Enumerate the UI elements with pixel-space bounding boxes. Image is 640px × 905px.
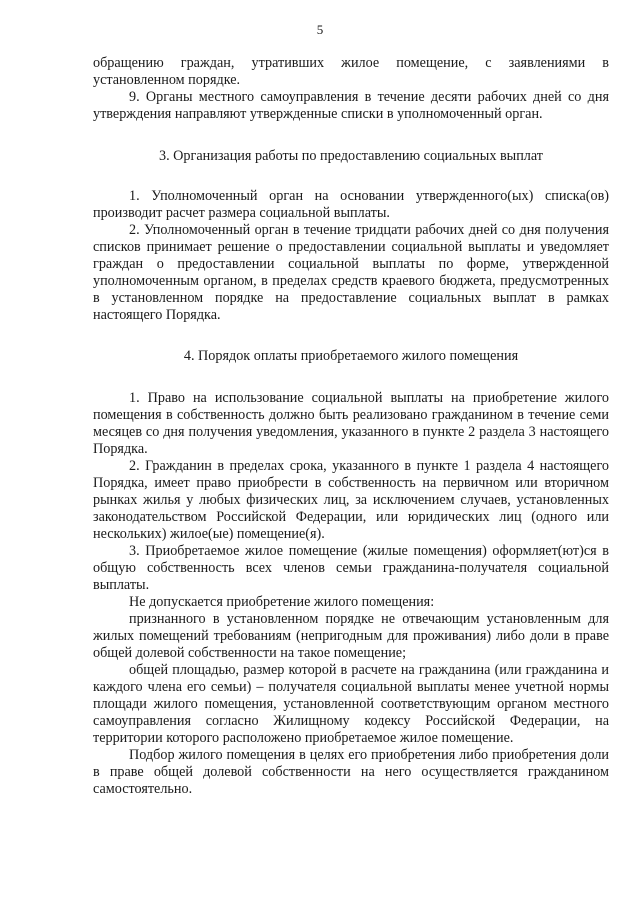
section-4-paragraph-restriction-1: признанного в установленном порядке не отвечающим установленным для жилых помещений требованиям (непригодным для проживания) либо доли в праве общей долевой собственности на такое помещение; [93,611,609,661]
section-4-paragraph-3: 3. Приобретаемое жилое помещение (жилые помещения) оформляет(ют)ся в общую собственность всех членов семьи гражданина-получателя социальной выплаты. [93,543,609,593]
document-body [93,55,609,798]
paragraph-continuation: обращению граждан, утративших жилое помещение, с заявлениями в установленном порядке. [93,55,609,88]
section-3-title: 3. Организация работы по предоставлению социальных выплат [158,148,543,164]
section-4-paragraph-restriction-intro: Не допускается приобретение жилого помещения: [129,594,435,610]
paragraph-item-9: 9. Органы местного самоуправления в течение десяти рабочих дней со дня утверждения направляют утвержденные списки в уполномоченный орган. [93,89,609,122]
section-4-paragraph-selection: Подбор жилого помещения в целях его приобретения либо приобретения доли в праве общей долевой собственности на него осуществляется гражданином самостоятельно. [93,747,609,797]
section-4-paragraph-1: 1. Право на использование социальной выплаты на приобретение жилого помещения в собственность должно быть реализовано гражданином в течение семи месяцев со дня получения уведомления, указанного в пункте 2 раздела 3 настоящего Порядка. [93,390,609,457]
section-4-paragraph-2: 2. Гражданин в пределах срока, указанного в пункте 1 раздела 4 настоящего Порядка, имеет право приобрести в собственность на первичном или вторичном рынках жилья у любых физических лиц, за исключением случаев, установленных законодательством Российской Федерации, или юридических лиц (одного или нескольких) жилое(ые) помещение(я). [93,458,609,542]
section-3-paragraph-1: 1. Уполномоченный орган на основании утвержденного(ых) списка(ов) производит расчет размера социальной выплаты. [93,188,609,221]
section-4-title: 4. Порядок оплаты приобретаемого жилого помещения [183,348,519,364]
page-number: 5 [316,22,324,37]
section-3-paragraph-2: 2. Уполномоченный орган в течение тридцати рабочих дней со дня получения списков принимает решение о предоставлении социальной выплаты и уведомляет граждан о предоставлении социальной выплаты по форме, утвержденной уполномоченным органом, в пределах средств краевого бюджета, предусмотренных в установленном порядке на предоставление социальных выплат в рамках настоящего Порядка. [93,222,609,323]
section-4-paragraph-restriction-2: общей площадью, размер которой в расчете на гражданина (или гражданина и каждого члена его семьи) – получателя социальной выплаты менее учетной нормы площади жилого помещения, установленной соответствующим органом местного самоуправления согласно Жилищному кодексу Российской Федерации, на территории которого расположено приобретаемое жилое помещение. [93,662,609,746]
